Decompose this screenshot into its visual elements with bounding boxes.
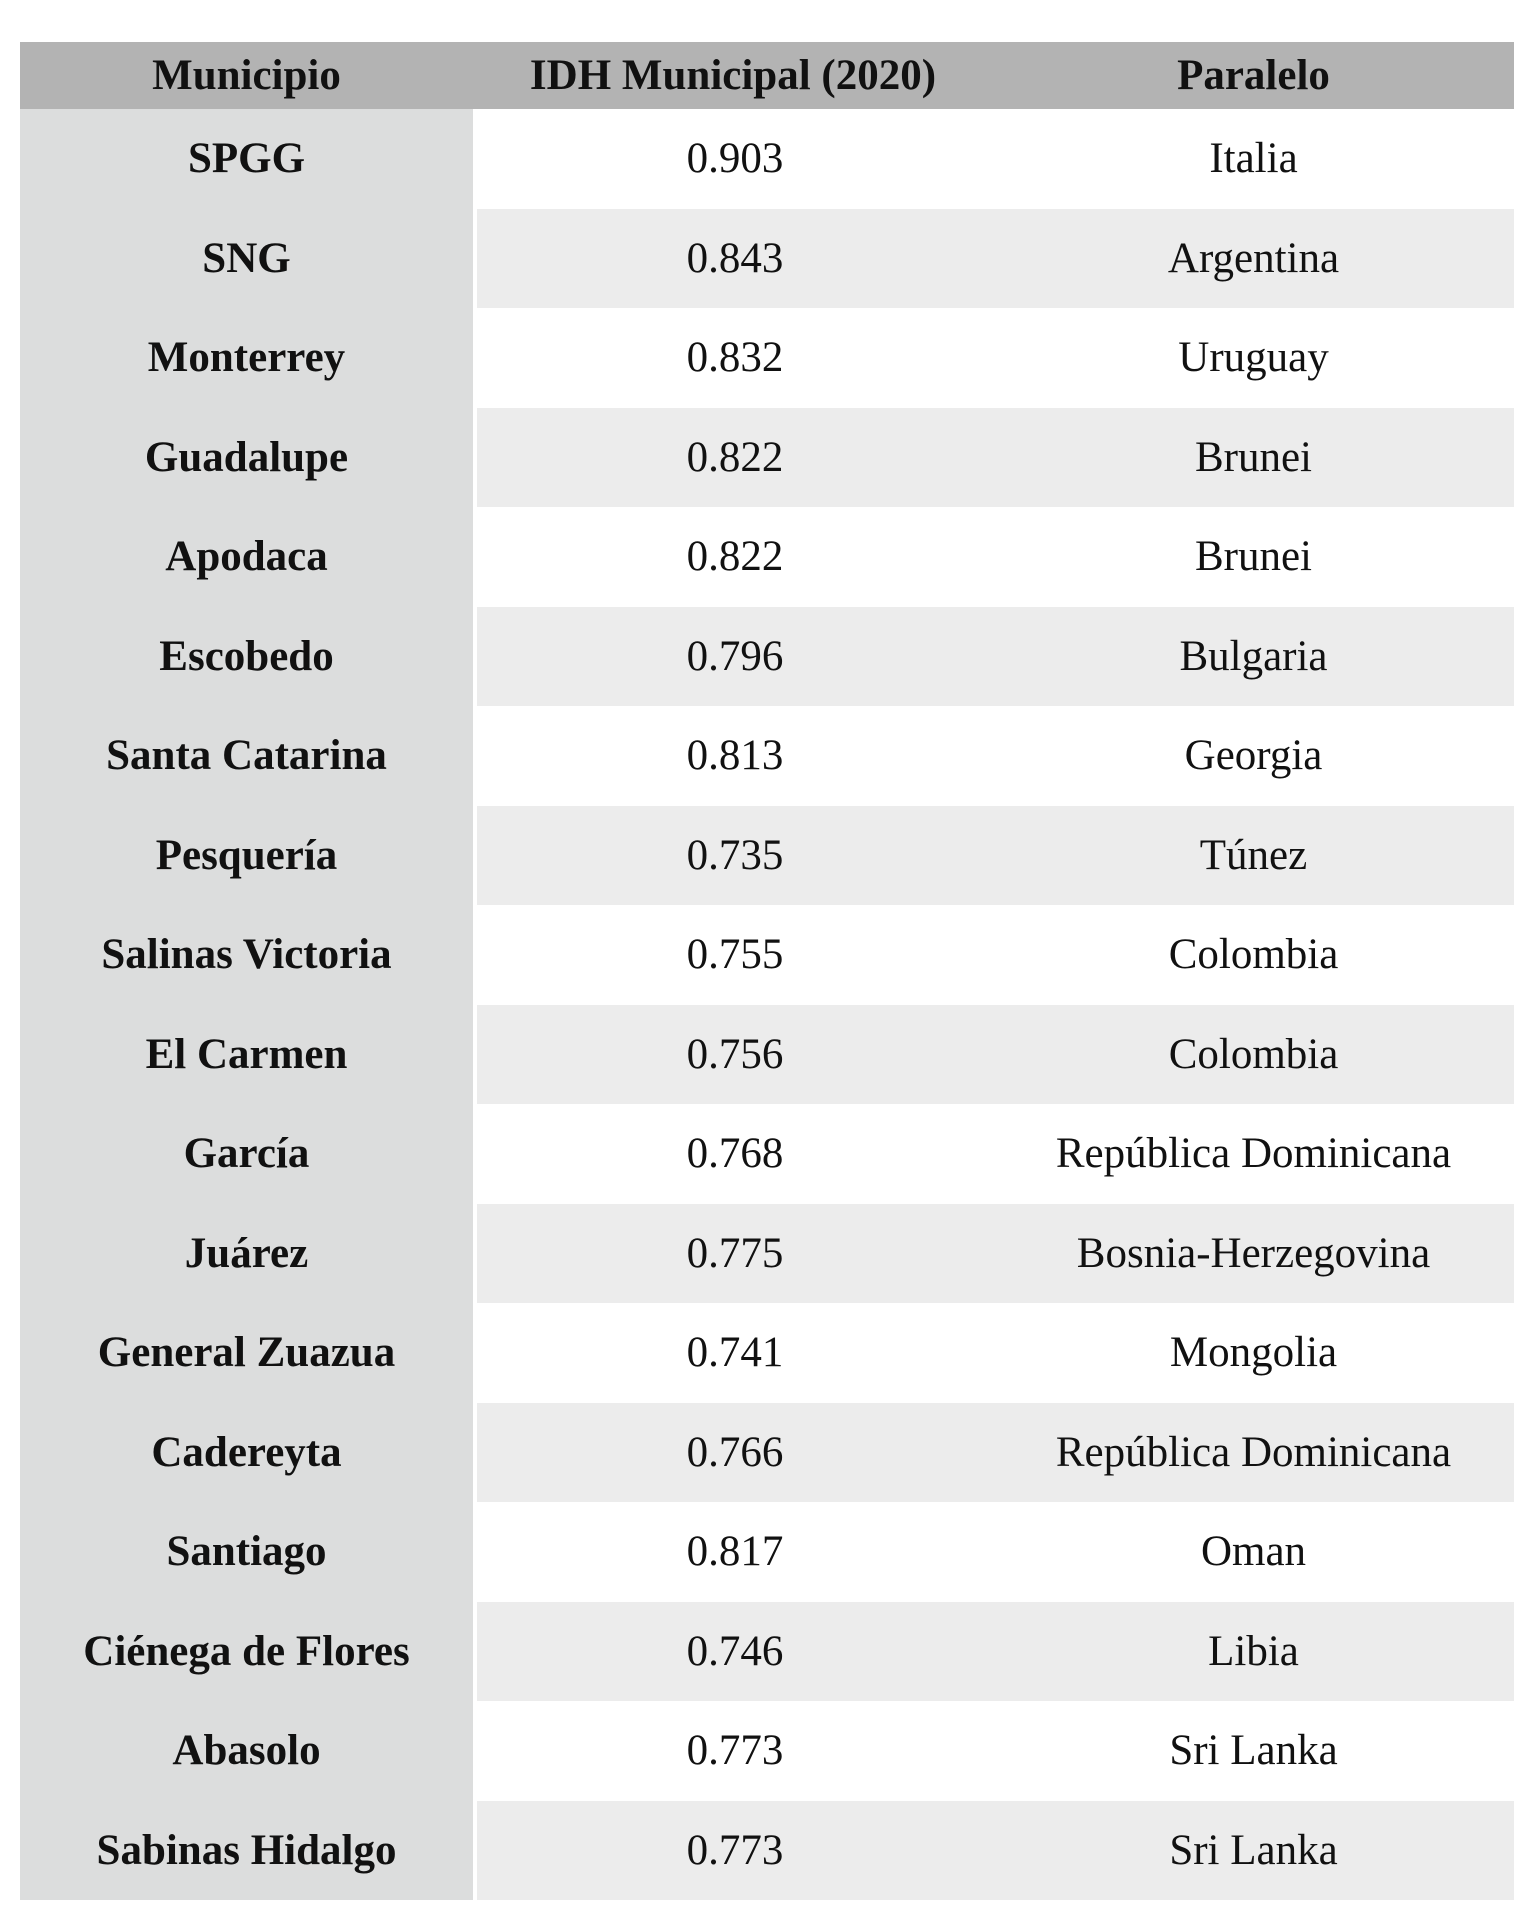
cell-idh: 0.822 <box>473 408 993 508</box>
cell-municipio: Apodaca <box>20 507 473 607</box>
cell-paralelo: Argentina <box>993 209 1514 309</box>
table-row <box>20 109 1514 209</box>
cell-municipio: El Carmen <box>20 1005 473 1105</box>
cell-paralelo: Brunei <box>993 408 1514 508</box>
cell-municipio: General Zuazua <box>20 1303 473 1403</box>
table-row <box>20 1204 1514 1304</box>
cell-municipio: Santa Catarina <box>20 706 473 806</box>
table-row <box>20 1005 1514 1105</box>
cell-municipio: SNG <box>20 209 473 309</box>
cell-municipio: Cadereyta <box>20 1403 473 1503</box>
cell-municipio: García <box>20 1104 473 1204</box>
cell-paralelo: Brunei <box>993 507 1514 607</box>
cell-municipio: Abasolo <box>20 1701 473 1801</box>
cell-paralelo: Túnez <box>993 806 1514 906</box>
cell-idh: 0.755 <box>473 905 993 1005</box>
cell-municipio: Guadalupe <box>20 408 473 508</box>
table-row <box>20 1701 1514 1801</box>
cell-municipio: SPGG <box>20 109 473 209</box>
table-row <box>20 209 1514 309</box>
table-row <box>20 1502 1514 1602</box>
cell-municipio: Salinas Victoria <box>20 905 473 1005</box>
cell-idh: 0.746 <box>473 1602 993 1702</box>
cell-idh: 0.766 <box>473 1403 993 1503</box>
table-row <box>20 1403 1514 1503</box>
cell-paralelo: Colombia <box>993 905 1514 1005</box>
cell-paralelo: Bosnia-Herzegovina <box>993 1204 1514 1304</box>
cell-municipio: Sabinas Hidalgo <box>20 1801 473 1901</box>
table-row <box>20 1303 1514 1403</box>
cell-paralelo: Uruguay <box>993 308 1514 408</box>
cell-idh: 0.822 <box>473 507 993 607</box>
header-paralelo: Paralelo <box>1177 52 1330 99</box>
cell-municipio: Juárez <box>20 1204 473 1304</box>
cell-idh: 0.817 <box>473 1502 993 1602</box>
cell-paralelo: Oman <box>993 1502 1514 1602</box>
table-row <box>20 806 1514 906</box>
cell-municipio: Escobedo <box>20 607 473 707</box>
cell-paralelo: Mongolia <box>993 1303 1514 1403</box>
cell-idh: 0.796 <box>473 607 993 707</box>
header-municipio: Municipio <box>152 52 341 99</box>
cell-paralelo: República Dominicana <box>993 1403 1514 1503</box>
table-row <box>20 1104 1514 1204</box>
cell-paralelo: Colombia <box>993 1005 1514 1105</box>
table-body <box>20 109 1514 1900</box>
cell-idh: 0.813 <box>473 706 993 806</box>
cell-idh: 0.756 <box>473 1005 993 1105</box>
cell-paralelo: Libia <box>993 1602 1514 1702</box>
cell-paralelo: República Dominicana <box>993 1104 1514 1204</box>
cell-paralelo: Sri Lanka <box>993 1701 1514 1801</box>
cell-idh: 0.832 <box>473 308 993 408</box>
cell-idh: 0.773 <box>473 1701 993 1801</box>
cell-idh: 0.773 <box>473 1801 993 1901</box>
table-row <box>20 607 1514 707</box>
cell-paralelo: Sri Lanka <box>993 1801 1514 1901</box>
cell-municipio: Pesquería <box>20 806 473 906</box>
cell-paralelo: Italia <box>993 109 1514 209</box>
table-row <box>20 408 1514 508</box>
table-row <box>20 308 1514 408</box>
cell-idh: 0.741 <box>473 1303 993 1403</box>
cell-municipio: Santiago <box>20 1502 473 1602</box>
cell-idh: 0.768 <box>473 1104 993 1204</box>
idh-table <box>20 42 1514 1900</box>
cell-municipio: Ciénega de Flores <box>20 1602 473 1702</box>
table-row <box>20 905 1514 1005</box>
cell-municipio: Monterrey <box>20 308 473 408</box>
header-idh: IDH Municipal (2020) <box>529 52 937 99</box>
table-header <box>20 42 1514 109</box>
cell-paralelo: Georgia <box>993 706 1514 806</box>
table-row <box>20 507 1514 607</box>
cell-idh: 0.843 <box>473 209 993 309</box>
cell-idh: 0.775 <box>473 1204 993 1304</box>
cell-paralelo: Bulgaria <box>993 607 1514 707</box>
table-row <box>20 1602 1514 1702</box>
cell-idh: 0.735 <box>473 806 993 906</box>
cell-idh: 0.903 <box>473 109 993 209</box>
table-row <box>20 1801 1514 1901</box>
table-row <box>20 706 1514 806</box>
